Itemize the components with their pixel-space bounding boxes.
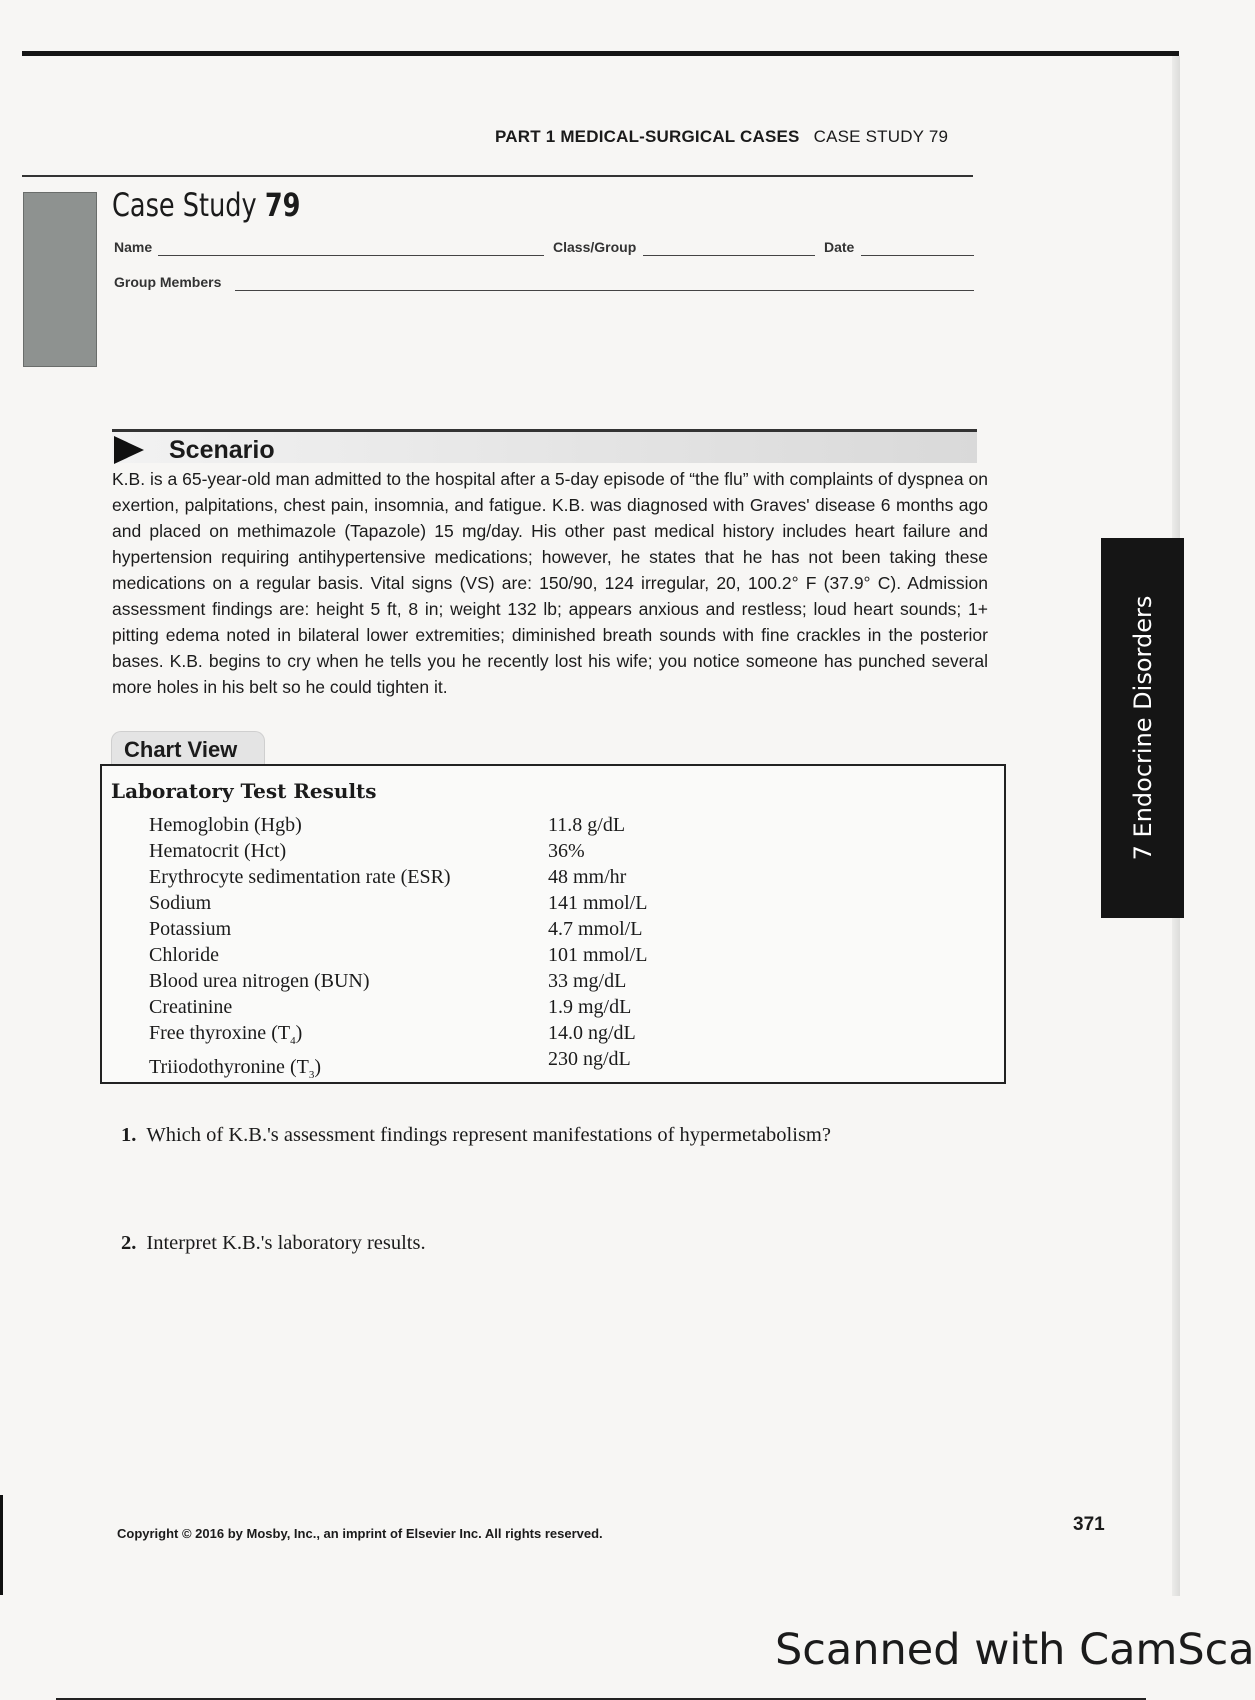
question-1 [121,1124,831,1147]
lab-value: 101 mmol/L [548,944,648,966]
lab-name: Hemoglobin (Hgb) [149,814,302,836]
question-2 [121,1232,426,1255]
class-group-label: Class/Group [553,239,637,255]
group-members-line[interactable] [235,290,974,291]
group-members-label: Group Members [114,274,222,290]
lab-name: Blood urea nitrogen (BUN) [149,970,370,992]
lab-name: Hematocrit (Hct) [149,840,287,862]
lab-name: Erythrocyte sedimentation rate (ESR) [149,866,451,888]
lab-results-title: Laboratory Test Results [111,779,377,803]
lab-name: Triiodothyronine $(T_3)$ [149,1056,321,1081]
scan-edge [0,1495,3,1595]
chapter-side-tab-label: 7 Endocrine Disorders [1129,595,1157,861]
page-number: 371 [1073,1514,1105,1535]
question-number: 1. [121,1124,137,1146]
scenario-heading: Scenario [169,436,275,464]
title-number: 79 [264,186,301,224]
lab-value: 33 mg/dL [548,970,627,992]
running-header [495,127,948,147]
title-prefix: Case Study [112,186,257,224]
header-rule [22,175,973,177]
lab-value: 141 mmol/L [548,892,648,914]
scenario-text: K.B. is a 65-year-old man admitted to the hospital after a 5-day episode of “the flu” with complaints of dyspnea on exertion, palpitations, chest pain, insomnia, and fatigue. K.B. was diagnosed with Graves' disease 6 months ago and placed on methimazole (Tapazole) 15 mg/day. His other past medical history includes heart failure and hypertension requiring antihypertensive medications; however, he states that he has not been taking these medications on a regular basis. Vital signs (VS) are: 150/90, 124 irregular, 20, 100.2° F (37.9° C). Admission assessment findings are: height 5 ft, 8 in; weight 132 lb; appears anxious and restless; loud heart sounds; 1+ pitting edema noted in bilateral lower extremities; diminished breath sounds with fine crackles in the posterior bases. K.B. begins to cry when he tells you he recently lost his wife; you notice someone has punched several more holes in his belt so he could tighten it. [112,469,988,697]
question-text: Which of K.B.'s assessment findings represent manifestations of hypermetabolism? [146,1124,831,1146]
lab-value: 36% [548,840,585,862]
lab-value: 230 ng/dL [548,1048,631,1070]
copyright-notice: Copyright © 2016 by Mosby, Inc., an imprint of Elsevier Inc. All rights reserved. [117,1526,603,1541]
triangle-arrow-icon [114,436,144,464]
lab-value: 1.9 mg/dL [548,996,632,1018]
lab-names-column [149,812,451,1088]
lab-value: 4.7 mmol/L [548,918,643,940]
top-rule [22,51,1179,56]
lab-name: Sodium [149,892,212,914]
lab-value: 14.0 ng/dL [548,1022,636,1044]
lab-values-column [548,812,647,1072]
header-case: CASE STUDY 79 [813,127,949,146]
date-label: Date [824,239,855,255]
name-line[interactable] [158,255,544,256]
scanner-watermark: Scanned with CamSca [775,1625,1255,1675]
date-line[interactable] [861,255,974,256]
chart-view-label: Chart View [124,737,238,762]
question-number: 2. [121,1232,137,1254]
gray-margin-block [23,192,97,367]
header-part: PART 1 MEDICAL-SURGICAL CASES [495,127,800,146]
page-title [112,186,300,224]
question-text: Interpret K.B.'s laboratory results. [146,1232,426,1254]
lab-name: Creatinine [149,996,233,1018]
lab-name: Free thyroxine $(T_4)$ [149,1022,303,1047]
name-label: Name [114,239,153,255]
lab-value: 48 mm/hr [548,866,627,888]
lab-name: Potassium [149,918,232,940]
class-group-line[interactable] [643,255,815,256]
lab-name: Chloride [149,944,219,966]
lab-value: 11.8 g/dL [548,814,626,836]
